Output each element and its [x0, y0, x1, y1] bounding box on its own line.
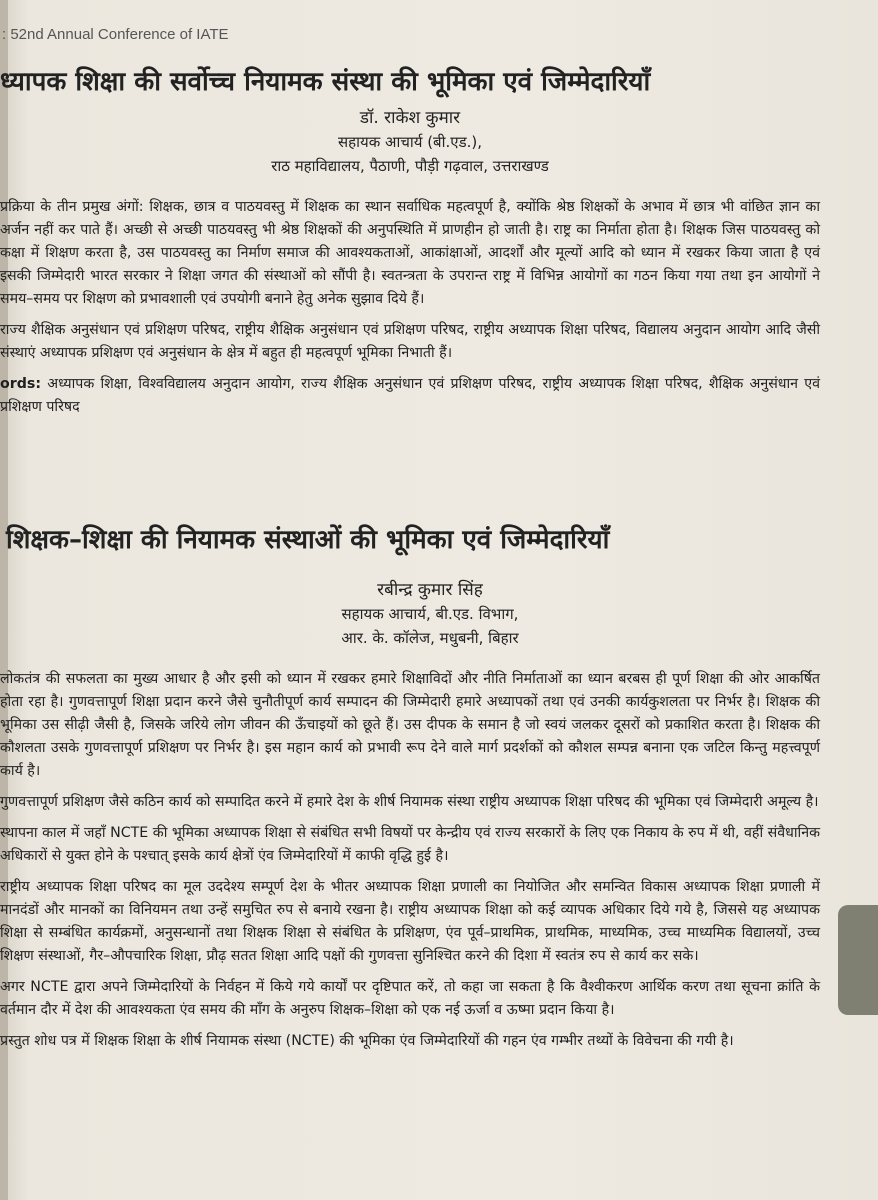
- paper-2-author-role: सहायक आचार्य, बी.एड. विभाग,: [341, 605, 519, 623]
- paper-2-paragraph: प्रस्तुत शोध पत्र में शिक्षक शिक्षा के शीर्ष नियामक संस्था (NCTE) की भूमिका एंव जिम्मेदारियों की गहन एंव गम्भीर तथ्यों के विवेचना की गयी है।: [0, 1033, 734, 1049]
- paper-1-paragraph: राज्य शैक्षिक अनुसंधान एवं प्रशिक्षण परिषद, राष्ट्रीय शैक्षिक अनुसंधान एवं प्रशिक्षण परिषद, राष्ट्रीय अध्यापक शिक्षा परिषद, विद्यालय अनुदान आयोग आदि जैसी संस्थाएं अध्यापक प्रशिक्षण एवं अनुसंधान के क्षेत्र में बहुत ही महत्वपूर्ण भूमिका निभाती हैं।: [0, 322, 820, 361]
- paper-2-author-name: रबीन्द्र कुमार सिंह: [377, 580, 483, 600]
- paper-1: [0, 62, 820, 427]
- paper-1-author-name: डॉ. राकेश कुमार: [359, 108, 461, 128]
- paper-1-title: ध्यापक शिक्षा की सर्वोच्च नियामक संस्था की भूमिका एवं जिम्मेदारियाँ: [0, 67, 651, 97]
- paper-2-author-block: [0, 578, 820, 650]
- running-header: : 52nd Annual Conference of IATE: [2, 26, 229, 43]
- paper-2-title: शिक्षक–शिक्षा की नियामक संस्थाओं की भूमिका एवं जिम्मेदारियाँ: [6, 525, 610, 555]
- paper-2-paragraph: लोकतंत्र की सफलता का मुख्य आधार है और इसी को ध्यान में रखकर हमारे शिक्षाविदों और नीति निर्माताओं का ध्यान बरबस ही पूर्ण शिक्षा की ओर आकर्षित होता रहा है। गुणवत्तापूर्ण शिक्षा प्रदान करने जैसे चुनौतीपूर्ण कार्य सम्पादन की जिम्मेदारी हमारे अध्यापकों तथा एवं उनकी कार्यकुशलता पर निर्भर है। शिक्षक की भूमिका उस सीढ़ी जैसी है, जिसके जरिये लोग जीवन की ऊँचाइयों को छूते हैं। उस दीपक के समान है जो स्वयं जलकर दूसरों को प्रकाशित करता है। शिक्षक की कौशलता उसके गुणवत्तापूर्ण प्रशिक्षण पर निर्भर है। इस महान कार्य को प्रभावी रूप देने वाले मार्ग प्रदर्शकों को कौशल सम्पन्न बनाना एक जटिल किन्तु महत्त्वपूर्ण कार्य है।: [0, 671, 820, 779]
- paper-2-abstract: [0, 668, 820, 1053]
- paper-2-paragraph: राष्ट्रीय अध्यापक शिक्षा परिषद का मूल उददेश्य सम्पूर्ण देश के भीतर अध्यापक शिक्षा प्रणाली का नियोजित और समन्वित विकास अध्यापक शिक्षा प्रणाली में मानदंडों और मानकों का विनियमन तथा उन्हें समुचित रुप से बनाये रखना है। राष्ट्रीय अध्यापक शिक्षा को कई व्यापक अधिकार दिये गये है, जिससे यह अध्यापक शिक्षा से सम्बंधित कार्यक्रमों, अनुसन्धानों तथा शिक्षक शिक्षा से संबंधित के प्रशिक्षण, एंव पूर्व–प्राथमिक, प्राथमिक, माध्यमिक, उच्च माध्यमिक विद्यालयों, उच्च शिक्षण संस्थाओं, गैर–औपचारिक शिक्षा, प्रौढ़ सतत शिक्षा आदि पक्षों की गुणवत्ता सुनिश्चित करने की दिशा में स्वतंत्र रुप से कार्य कर सके।: [0, 879, 820, 964]
- paper-2: [0, 520, 820, 1061]
- paper-2-paragraph: अगर NCTE द्वारा अपने जिम्मेदारियों के निर्वहन में किये गये कार्यों पर दृष्टिपात करें, तो कहा जा सकता है कि वैश्वीकरण आर्थिक करण तथा सूचना क्रांति के वर्तमान दौर में देश की आवश्यकता एंव समय की माँग के अनुरुप शिक्षक–शिक्षा को एक नई ऊर्जा व ऊष्मा प्रदान किया है।: [0, 979, 820, 1018]
- chapter-thumb-tab: [838, 905, 878, 1015]
- paper-1-abstract: [0, 196, 820, 419]
- paper-2-paragraph: गुणवत्तापूर्ण प्रशिक्षण जैसे कठिन कार्य को सम्पादित करने में हमारे देश के शीर्ष नियामक संस्था राष्ट्रीय अध्यापक शिक्षा परिषद की भूमिका एवं जिम्मेदारी अमूल्य है।: [0, 794, 819, 810]
- paper-1-author-role: सहायक आचार्य (बी.एड.),: [338, 133, 482, 151]
- keywords-text: अध्यापक शिक्षा, विश्वविद्यालय अनुदान आयोग, राज्य शैक्षिक अनुसंधान एवं प्रशिक्षण परिषद, राष्ट्रीय अध्यापक शिक्षा परिषद, शैक्षिक अनुसंधान एवं प्रशिक्षण परिषद: [0, 376, 820, 415]
- paper-2-paragraph: स्थापना काल में जहाँ NCTE की भूमिका अध्यापक शिक्षा से संबंधित सभी विषयों पर केन्द्रीय एवं राज्य सरकारों के लिए एक निकाय के रुप में थी, वहीं संवैधानिक अधिकारों से युक्त होने के पश्चात् इसके कार्य क्षेत्रों एंव जिम्मेदारियों में काफी वृद्धि हुई है।: [0, 825, 820, 864]
- paper-2-author-affiliation: आर. के. कॉलेज, मधुबनी, बिहार: [341, 629, 519, 647]
- paper-1-keywords: [0, 373, 820, 419]
- keywords-label: ords:: [0, 376, 42, 392]
- paper-1-author-block: [0, 106, 820, 178]
- paper-1-author-affiliation: राठ महाविद्यालय, पैठाणी, पौड़ी गढ़वाल, उत्तराखण्ड: [271, 157, 549, 175]
- paper-1-paragraph: प्रक्रिया के तीन प्रमुख अंगों: शिक्षक, छात्र व पाठयवस्तु में शिक्षक का स्थान सर्वाधिक महत्वपूर्ण है, क्योंकि श्रेष्ठ शिक्षकों के अभाव में छात्र भी वांछित ज्ञान का अर्जन नहीं कर पाते हैं। अच्छी से अच्छी पाठयवस्तु भी श्रेष्ठ शिक्षकों की अनुपस्थिति में प्राणहीन हो जाती है। राष्ट्र का निर्माता होता है। शिक्षक जिस पाठयवस्तु को कक्षा में शिक्षण करता है, उस पाठयवस्तु का निर्माण समाज की आवश्यकताओं, आकांक्षाओं, आदर्शों और मूल्यों आदि को ध्यान में रखकर किया जाता है एवं इसकी जिम्मेदारी भारत सरकार ने शिक्षा जगत की संस्थाओं को सौंपी है। स्वतन्त्रता के उपरान्त राष्ट्र में विभिन्न आयोगों का गठन किया गया तथा इन आयोगों ने समय–समय पर शिक्षण को प्रभावशाली एवं उपयोगी बनाने हेतु अनेक सुझाव दिये हैं।: [0, 199, 820, 307]
